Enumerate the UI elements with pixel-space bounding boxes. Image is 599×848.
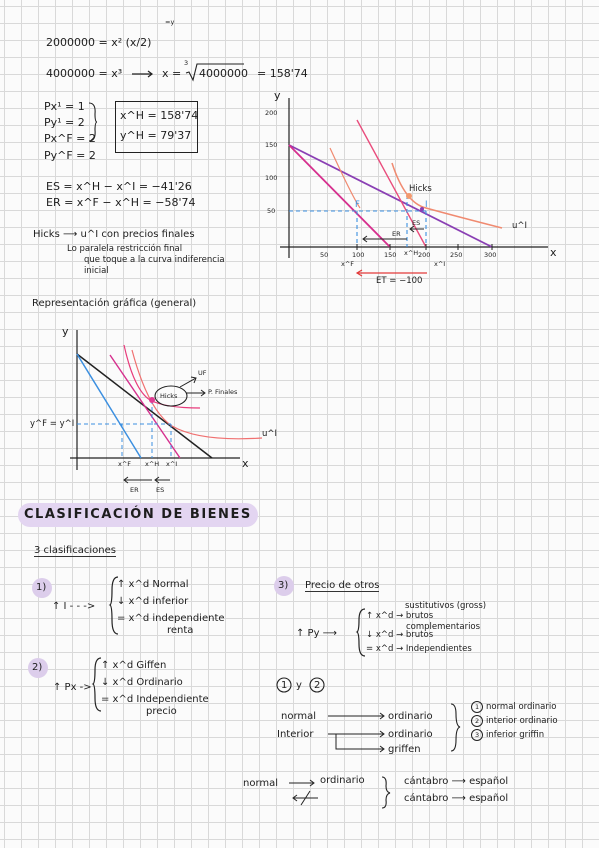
price-py-final: Py^F = 2 — [44, 149, 96, 162]
graph2-uf: UF — [198, 369, 207, 377]
graph1-xtick-250: 250 — [450, 251, 463, 259]
graph2-ui: u^I — [262, 429, 278, 439]
c1-number: 1) — [36, 582, 47, 593]
combo-r2-num: 2 — [475, 717, 480, 725]
c2-variable: ↑ Px -> — [53, 682, 92, 693]
classification-subtitle: 3 clasificaciones — [34, 545, 116, 556]
graph2-pf: P. Finales — [208, 388, 238, 396]
graph1-xtick-200: 200 — [418, 251, 431, 259]
income-effect: ER = x^F − x^H = −58'74 — [46, 196, 196, 209]
eq-line2-left: 4000000 = x³ — [46, 67, 123, 80]
graph1-ytick-200: 200 — [265, 109, 278, 117]
hicks-definition: Hicks ⟶ u^I con precios finales — [33, 229, 195, 240]
final-ordinario: ordinario — [320, 775, 365, 786]
c3-variable: ↑ Py ⟶ — [296, 628, 338, 639]
eq-line1-exponent: =y — [165, 18, 175, 26]
graph1-xh: x^H — [404, 249, 419, 257]
final-normal: normal — [243, 778, 279, 789]
eq-line2-mid: x = — [162, 67, 182, 80]
eq-line2-root-index: 3 — [184, 59, 189, 67]
hicks-x-value: x^H = 158'74 — [120, 109, 199, 122]
graph1-xtick-300: 300 — [484, 251, 497, 259]
combo-two: 2 — [314, 680, 321, 691]
c1-renta: renta — [167, 625, 194, 636]
combo-r3-num: 3 — [475, 731, 480, 739]
combo-r1: normal ordinario — [486, 702, 557, 712]
combo-y: y — [296, 680, 302, 691]
hicks-desc-1: Lo paralela restricción final — [67, 244, 183, 254]
eq-line2-result: = 158'74 — [257, 67, 308, 80]
price-px-final: Px^F = 2 — [44, 132, 96, 145]
graph2-er: ER — [130, 486, 139, 494]
c3-row-1: ↑ x^d → brutos — [366, 611, 434, 621]
c2-precio: precio — [146, 706, 177, 717]
c1-variable: ↑ I - - -> — [52, 601, 96, 612]
combo-r2: interior ordinario — [486, 716, 558, 726]
combo-one: 1 — [281, 680, 288, 691]
graph1-es: ES — [412, 219, 421, 227]
graph1-point-f: F — [355, 200, 360, 210]
graph1-et: ET = −100 — [376, 276, 423, 286]
eq-line2-radicand: 4000000 — [199, 67, 248, 80]
graph1-xi: x^I — [434, 260, 446, 268]
combo-normal: normal — [281, 711, 317, 722]
c3-title: Precio de otros — [305, 580, 380, 591]
graph2-xi: x^I — [166, 460, 178, 468]
combo-ordinario-2: ordinario — [388, 729, 433, 740]
graph2-yf-label: y^F = y^I — [30, 419, 75, 429]
final-line-2: cántabro ⟶ español — [404, 793, 509, 804]
graph1-ytick-50: 50 — [267, 207, 276, 215]
c2-row-independent: = x^d Independiente — [101, 694, 209, 705]
graph1-point-i-label: I — [425, 200, 428, 210]
graph2-y-label: y — [62, 325, 69, 338]
substitution-effect: ES = x^H − x^I = −41'26 — [46, 180, 192, 193]
c3-number: 3) — [278, 580, 289, 591]
graph2-xh: x^H — [145, 460, 160, 468]
graph2-xf: x^F — [118, 460, 132, 468]
final-line-1: cántabro ⟶ español — [404, 776, 509, 787]
graph2-es: ES — [156, 486, 165, 494]
hicks-y-value: y^H = 79'37 — [120, 129, 192, 142]
combo-interior: Interior — [277, 729, 314, 740]
graph1-xtick-50: 50 — [320, 251, 329, 259]
c3-row-2: ↓ x^d → brutos — [366, 630, 434, 640]
hicks-desc-2: que toque a la curva indiferencia — [84, 255, 225, 265]
c1-row-independent: = x^d independiente — [117, 613, 225, 624]
graph1-hicks-label: Hicks — [409, 184, 432, 194]
graph1-ytick-100: 100 — [265, 174, 278, 182]
combo-r3: inferior griffin — [486, 730, 545, 740]
c1-row-normal: ↑ x^d Normal — [117, 579, 189, 590]
graph2-hicks: Hicks — [160, 392, 178, 400]
c1-row-inferior: ↓ x^d inferior — [117, 596, 189, 607]
hicks-desc-3: inicial — [84, 266, 109, 276]
eq-line1: 2000000 = x² (x/2) — [46, 36, 152, 49]
c3-complementarios: complementarios — [406, 622, 481, 632]
price-px-initial: Px¹ = 1 — [44, 100, 85, 113]
combo-ordinario-1: ordinario — [388, 711, 433, 722]
graph1-y-label: y — [274, 89, 281, 102]
c2-number: 2) — [32, 662, 43, 673]
classification-title: CLASIFICACIÓN DE BIENES — [18, 503, 258, 527]
combo-r1-num: 1 — [475, 703, 480, 711]
graph2-x-label: x — [242, 457, 249, 470]
c3-sustitutivos: sustitutivos (gross) — [405, 601, 487, 611]
graph1-ui: u^I — [512, 221, 528, 231]
c2-row-giffen: ↑ x^d Giffen — [101, 660, 167, 671]
combo-griffen: griffen — [388, 744, 421, 755]
graph1-x-label: x — [550, 246, 557, 259]
c3-row-3: = x^d → Independientes — [366, 644, 472, 654]
section-title-graphic: Representación gráfica (general) — [32, 298, 197, 309]
graph1-xtick-150: 150 — [384, 251, 397, 259]
graph1-er: ER — [392, 230, 401, 238]
graph1-xf: x^F — [341, 260, 355, 268]
c2-row-ordinario: ↓ x^d Ordinario — [101, 677, 183, 688]
price-py-initial: Py¹ = 2 — [44, 116, 85, 129]
graph1-ytick-150: 150 — [265, 141, 278, 149]
graph1-xtick-100: 100 — [352, 251, 365, 259]
